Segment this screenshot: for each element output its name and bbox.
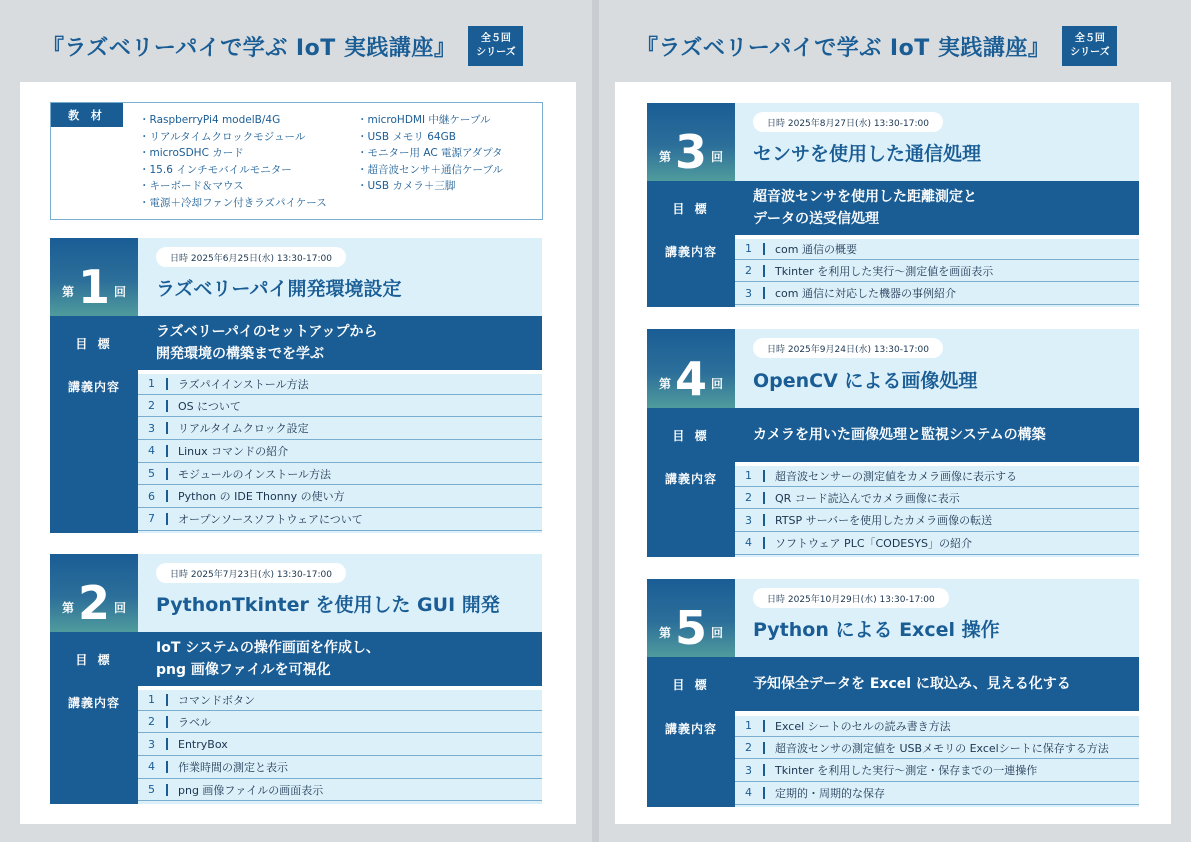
session-goal [735,408,1139,462]
session-prefix: 第 [61,601,74,615]
lecture-divider [763,742,765,754]
lecture-text: 超音波センサーの測定値をカメラ画像に表示する [775,469,1017,483]
material-item: ・microHDMI 中継ケーブル [357,114,491,126]
lecture-list [138,372,542,533]
lecture-row [735,509,1139,532]
lecture-text: リアルタイムクロック設定 [178,422,309,436]
lecture-row [138,688,542,711]
goal-label: 目 標 [672,201,710,216]
session-number-box [50,554,138,632]
goal-line: 開発環境の構築までを学ぶ [156,346,324,362]
goal-line: 予知保全データを Excel に取込み、見える化する [753,676,1071,692]
session-suffix: 回 [711,626,724,640]
lecture-text: Tkinter を利用した実行～測定・保存までの一連操作 [775,764,1038,778]
series-badge [1062,26,1117,66]
lecture-divider [166,468,168,480]
session-title: PythonTkinter を使用した GUI 開発 [156,594,500,616]
lecture-number: 2 [148,715,155,729]
session-block [647,579,1139,807]
session-block [50,238,542,533]
lecture-divider [763,287,765,299]
lecture-number: 3 [745,763,752,777]
session-goal [735,181,1139,235]
material-item: ・15.6 インチモバイルモニター [139,163,292,176]
session-title: OpenCV による画像処理 [753,370,978,392]
session-goal [138,632,542,686]
content-label: 講義内容 [67,380,120,394]
lecture-text: com 通信に対応した機器の事例紹介 [775,287,956,301]
lecture-number: 1 [745,242,752,256]
lecture-divider [763,720,765,732]
lecture-divider [763,537,765,549]
lecture-row [735,782,1139,805]
content-label: 講義内容 [664,472,717,486]
lecture-number: 2 [745,741,752,755]
session-number: 5 [674,601,707,655]
material-item: ・キーボード＆マウス [139,180,244,193]
lecture-row [735,714,1139,737]
session-header [735,329,1139,408]
lecture-number: 3 [148,737,155,751]
content-label: 講義内容 [664,722,717,736]
lecture-divider [166,422,168,434]
lecture-row [138,440,542,463]
lecture-divider [166,716,168,728]
session-block [647,103,1139,307]
lecture-number: 1 [745,469,752,483]
lecture-row [735,464,1139,487]
lecture-number: 6 [148,489,155,503]
session-number: 3 [674,125,707,179]
session-number: 4 [674,352,707,406]
session-number-box [50,238,138,316]
lecture-number: 2 [148,399,155,413]
materials-column-2 [357,112,503,195]
lecture-text: RTSP サーバーを使用したカメラ画像の転送 [775,514,993,528]
content-label: 講義内容 [67,696,120,710]
material-item: ・USB カメラ＋三脚 [357,180,456,193]
lecture-number: 2 [745,491,752,505]
lecture-divider [166,490,168,502]
goal-label: 目 標 [75,652,113,667]
lecture-number: 1 [745,719,752,733]
lecture-number: 4 [148,760,155,774]
material-item: ・USB メモリ 64GB [357,130,456,143]
session-date: 日時 2025年10月29日(水) 13:30-17:00 [753,588,949,608]
session-goal [735,657,1139,711]
goal-line: データの送受信処理 [753,211,879,227]
lecture-row [735,737,1139,760]
session-header [735,579,1139,657]
series-badge [468,26,523,66]
materials-column-1 [139,112,327,212]
lecture-divider [166,694,168,706]
lecture-row [735,487,1139,510]
lecture-row [138,463,542,486]
badge-count: 全５回 [1074,33,1105,44]
lecture-row [735,260,1139,283]
material-item: ・RaspberryPi4 modelB/4G [139,114,281,126]
goal-label: 目 標 [672,428,710,443]
lecture-text: Excel シートのセルの読み書き方法 [775,719,951,733]
goal-label: 目 標 [672,677,710,692]
lecture-text: ソフトウェア PLC「CODESYS」の紹介 [775,536,972,550]
lecture-text: ラベル [178,715,211,729]
lecture-text: 作業時間の測定と表示 [178,760,288,774]
lecture-number: 4 [745,536,752,550]
lecture-text: OS について [178,399,241,413]
lecture-divider [763,265,765,277]
lecture-text: 定期的・周期的な保存 [775,786,885,800]
lecture-divider [763,470,765,482]
session-date: 日時 2025年8月27日(水) 13:30-17:00 [753,112,943,132]
session-header [138,238,542,316]
lecture-text: コマンドボタン [178,693,255,707]
lecture-divider [166,445,168,457]
lecture-text: 超音波センサの測定値を USBメモリの Excelシートに保存する方法 [775,741,1109,755]
lecture-list [735,464,1139,557]
lecture-list [138,688,542,804]
lecture-number: 2 [745,264,752,278]
session-number-box [647,579,735,657]
materials-box [50,102,543,220]
session-number: 2 [77,576,110,630]
lecture-divider [763,243,765,255]
lecture-number: 4 [148,444,155,458]
lecture-row [138,417,542,440]
lecture-number: 5 [148,467,155,481]
lecture-number: 1 [148,693,155,707]
lecture-row [138,779,542,802]
goal-line: IoT システムの操作画面を作成し、 [156,640,380,656]
session-header [138,554,542,632]
material-item: ・microSDHC カード [139,147,244,160]
badge-series: シリーズ [1070,47,1110,58]
left-header [42,26,523,66]
lecture-divider [166,784,168,796]
lecture-divider [166,761,168,773]
lecture-text: オープンソースソフトウェアについて [178,512,363,526]
lecture-text: Tkinter を利用した実行～測定値を画面表示 [775,264,994,278]
lecture-number: 3 [745,513,752,527]
badge-series: シリーズ [476,47,516,58]
lecture-row [735,282,1139,305]
lecture-divider [166,513,168,525]
lecture-number: 7 [148,512,155,526]
session-title: センサを使用した通信処理 [753,143,982,165]
lecture-text: モジュールのインストール方法 [178,467,332,481]
lecture-row [138,485,542,508]
lecture-row [735,759,1139,782]
session-suffix: 回 [114,601,127,615]
lecture-divider [763,764,765,776]
session-block [647,329,1139,557]
lecture-text: EntryBox [178,737,228,751]
goal-label: 目 標 [75,336,113,351]
lecture-row [138,395,542,418]
goal-line: カメラを用いた画像処理と監視システムの構築 [753,427,1046,443]
content-label: 講義内容 [664,245,717,259]
session-title: ラズベリーパイ開発環境設定 [156,278,402,300]
lecture-row [735,237,1139,260]
lecture-row [138,756,542,779]
lecture-number: 5 [148,783,155,797]
lecture-text: png 画像ファイルの画面表示 [178,783,324,797]
badge-count: 全５回 [480,33,511,44]
lecture-text: Python の IDE Thonny の使い方 [178,490,345,504]
lecture-divider [763,787,765,799]
session-date: 日時 2025年9月24日(水) 13:30-17:00 [753,338,943,358]
lecture-divider [763,492,765,504]
session-suffix: 回 [711,150,724,164]
lecture-divider [166,400,168,412]
session-number: 1 [77,260,110,314]
lecture-row [138,372,542,395]
session-prefix: 第 [658,150,671,164]
lecture-text: QR コード読込んでカメラ画像に表示 [775,491,960,505]
lecture-list [735,237,1139,307]
lecture-divider [763,514,765,526]
lecture-text: Linux コマンドの紹介 [178,444,289,458]
lecture-number: 3 [745,286,752,300]
goal-line: png 画像ファイルを可視化 [156,662,331,678]
lecture-divider [166,378,168,390]
session-prefix: 第 [658,626,671,640]
session-number-box [647,329,735,408]
session-block [50,554,542,804]
course-title: 『ラズベリーパイで学ぶ IoT 実践講座』 [42,35,457,61]
goal-line: ラズベリーパイのセットアップから [156,324,378,340]
session-goal [138,316,542,370]
materials-label: 教 材 [51,103,123,127]
material-item: ・モニター用 AC 電源アダプタ [357,147,503,160]
session-header [735,103,1139,181]
lecture-row [138,711,542,734]
material-item: ・超音波センサ＋通信ケーブル [357,163,504,176]
lecture-number: 4 [745,786,752,800]
session-number-box [647,103,735,181]
lecture-number: 3 [148,421,155,435]
session-suffix: 回 [114,285,127,299]
lecture-number: 1 [148,377,155,391]
lecture-divider [166,738,168,750]
session-suffix: 回 [711,377,724,391]
lecture-row [138,733,542,756]
session-date: 日時 2025年6月25日(水) 13:30-17:00 [156,247,346,267]
lecture-text: ラズパイインストール方法 [178,377,309,391]
lecture-list [735,714,1139,807]
course-title: 『ラズベリーパイで学ぶ IoT 実践講座』 [636,35,1051,61]
material-item: ・電源＋冷却ファン付きラズパイケース [139,196,327,209]
lecture-row [735,532,1139,555]
material-item: ・リアルタイムクロックモジュール [139,130,306,143]
session-prefix: 第 [658,377,671,391]
session-title: Python による Excel 操作 [753,619,1000,641]
lecture-row [138,508,542,531]
session-prefix: 第 [61,285,74,299]
right-header [636,26,1117,66]
session-date: 日時 2025年7月23日(水) 13:30-17:00 [156,563,346,583]
goal-line: 超音波センサを使用した距離測定と [753,189,977,205]
lecture-text: com 通信の概要 [775,242,857,256]
